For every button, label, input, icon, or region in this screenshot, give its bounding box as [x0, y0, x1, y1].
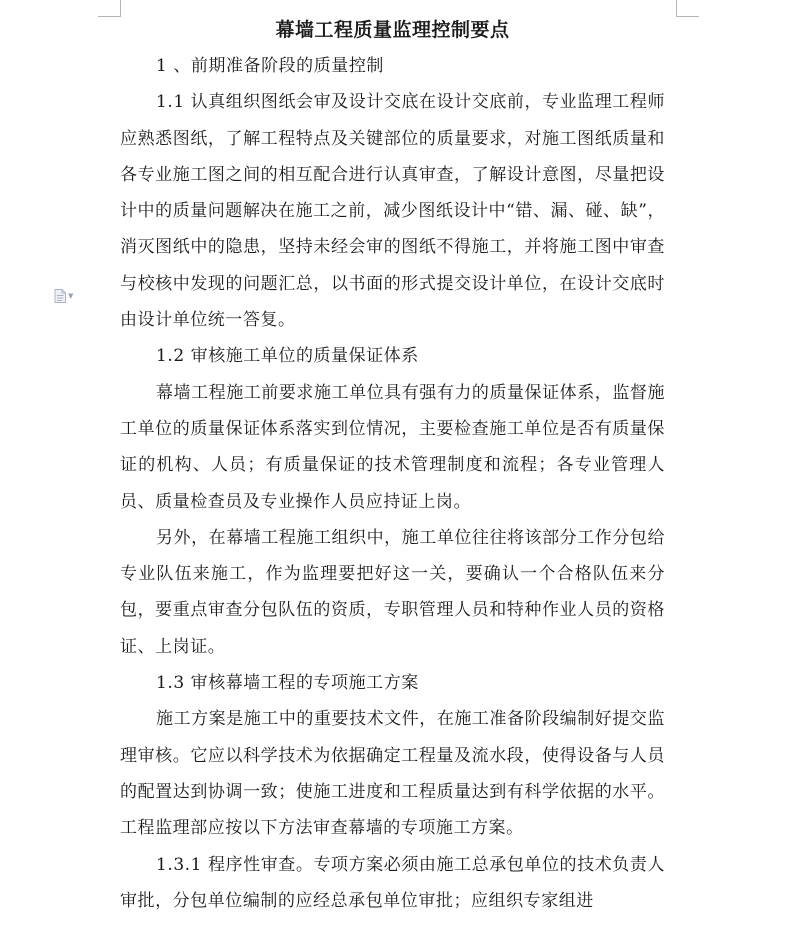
paragraph: 1.1 认真组织图纸会审及设计交底在设计交底前，专业监理工程师应熟悉图纸，了解工程特点及关键部位的质量要求，对施工图纸质量和各专业施工图之间的相互配合进行认真审查，了解设计意图，尽量把设计中的质量问题解决在施工之前，减少图纸设计中“错、漏、碰、缺”，消灭图纸中的隐患，坚持未经会审的图纸不得施工，并将施工图中审查与校核中发现的问题汇总，以书面的形式提交设计单位，在设计交底时由设计单位统一答复。	[120, 92, 665, 331]
subsection-heading: 1.2 审核施工单位的质量保证体系	[156, 346, 419, 367]
document-title: 幕墙工程质量监理控制要点	[275, 19, 510, 41]
paragraph-handle-icon[interactable]	[54, 289, 80, 303]
document-icon	[54, 289, 66, 303]
paragraph: 施工方案是施工中的重要技术文件，在施工准备阶段编制好提交监理审核。它应以科学技术为依据确定工程量及流水段，使得设备与人员的配置达到协调一致；使施工进度和工程质量达到有科学依据的水平。工程监理部应按以下方法审查幕墙的专项施工方案。	[120, 709, 665, 839]
subsection-heading: 1.3 审核幕墙工程的专项施工方案	[156, 673, 419, 694]
dropdown-caret-icon: ▼	[68, 292, 74, 300]
margin-corner-mark-top-right	[676, 0, 699, 17]
paragraph: 幕墙工程施工前要求施工单位具有强有力的质量保证体系，监督施工单位的质量保证体系落实到位情况，主要检查施工单位是否有质量保证的机构、人员；有质量保证的技术管理制度和流程；各专业管理人员、质量检查员及专业操作人员应持证上岗。	[120, 382, 665, 512]
margin-corner-mark-top-left	[98, 0, 121, 17]
paragraph: 另外，在幕墙工程施工组织中，施工单位往往将该部分工作分包给专业队伍来施工，作为监理要把好这一关，要确认一个合格队伍来分包，要重点审查分包队伍的资质，专职管理人员和特种作业人员的资格证、上岗证。	[120, 527, 665, 657]
paragraph: 1.3.1 程序性审查。专项方案必须由施工总承包单位的技术负责人审批，分包单位编制的应经总承包单位审批；应组织专家组进	[120, 854, 665, 911]
section-heading: 1 、前期准备阶段的质量控制	[156, 56, 384, 76]
document-body[interactable]	[120, 12, 665, 919]
